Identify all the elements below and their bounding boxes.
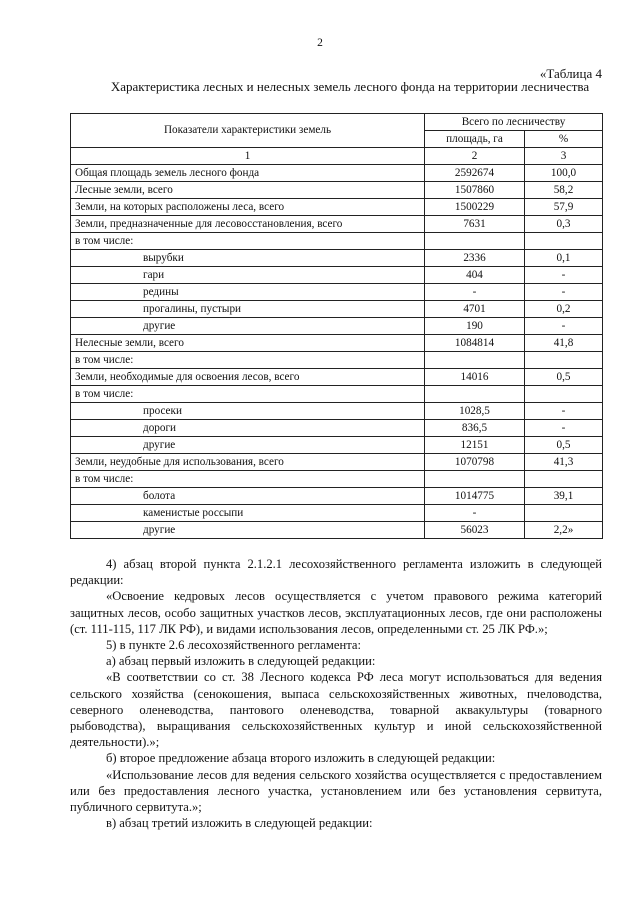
column-number: 2 (425, 148, 525, 165)
row-area (425, 233, 525, 250)
row-label: Земли, на которых расположены леса, всего (71, 199, 425, 216)
row-area: 2336 (425, 250, 525, 267)
row-area: 1014775 (425, 488, 525, 505)
row-label: Общая площадь земель лесного фонда (71, 165, 425, 182)
table-row (71, 182, 603, 199)
row-pct: 0,1 (525, 250, 603, 267)
row-area: 190 (425, 318, 525, 335)
table-row (71, 284, 603, 301)
table-row (71, 454, 603, 471)
row-label: Земли, необходимые для освоения лесов, всего (71, 369, 425, 386)
row-pct: - (525, 267, 603, 284)
row-area (425, 352, 525, 369)
row-pct: 100,0 (525, 165, 603, 182)
header-indicator: Показатели характеристики земель (71, 114, 425, 148)
row-area: 7631 (425, 216, 525, 233)
table-row (71, 420, 603, 437)
row-pct (525, 471, 603, 488)
row-area: 1507860 (425, 182, 525, 199)
table-row (71, 335, 603, 352)
row-pct (525, 233, 603, 250)
column-number: 3 (525, 148, 603, 165)
row-pct: 39,1 (525, 488, 603, 505)
row-area (425, 386, 525, 403)
row-pct: 0,5 (525, 369, 603, 386)
paragraph: «В соответствии со ст. 38 Лесного кодекса РФ леса могут использоваться для ведения сельского хозяйства (сенокошения, выпаса сельскохозяйственных животных, пчеловодства, северного оленеводства, пантового оленеводства, товарной аквакультуры (товарного рыбоводства), выращивания сельскохозяйственных культур и иной сельскохозяйственной деятельности).»; (70, 670, 602, 750)
row-label: Земли, предназначенные для лесовосстановления, всего (71, 216, 425, 233)
row-label: гари (71, 267, 425, 284)
table-caption: Характеристика лесных и нелесных земель лесного фонда на территории лесничества (110, 79, 590, 94)
row-area: 836,5 (425, 420, 525, 437)
row-label: в том числе: (71, 471, 425, 488)
row-area: 14016 (425, 369, 525, 386)
row-pct: 41,8 (525, 335, 603, 352)
page-number: 2 (317, 37, 323, 49)
table-row (71, 522, 603, 539)
row-label: вырубки (71, 250, 425, 267)
row-label: прогалины, пустыри (71, 301, 425, 318)
row-label: в том числе: (71, 386, 425, 403)
paragraph: 4) абзац второй пункта 2.1.2.1 лесохозяйственного регламента изложить в следующей редакции: (70, 557, 602, 588)
row-label: другие (71, 318, 425, 335)
paragraph: «Использование лесов для ведения сельского хозяйства осуществляется с предоставлением или без предоставления лесного участка, установлением или без установления сервитута, публичного сервитута.»; (70, 767, 602, 815)
row-pct (525, 352, 603, 369)
row-pct: 0,3 (525, 216, 603, 233)
land-characteristics-table (70, 113, 603, 539)
table-row (71, 318, 603, 335)
row-pct (525, 505, 603, 522)
row-area: - (425, 284, 525, 301)
table-row (71, 199, 603, 216)
row-label: болота (71, 488, 425, 505)
row-area: 404 (425, 267, 525, 284)
row-label: другие (71, 437, 425, 454)
row-label: просеки (71, 403, 425, 420)
row-pct: - (525, 420, 603, 437)
row-pct: 0,5 (525, 437, 603, 454)
row-area: - (425, 505, 525, 522)
header-area: площадь, га (425, 131, 525, 148)
row-label: Нелесные земли, всего (71, 335, 425, 352)
row-area: 1028,5 (425, 403, 525, 420)
table-row (71, 267, 603, 284)
table-row (71, 233, 603, 250)
row-pct: 0,2 (525, 301, 603, 318)
header-total: Всего по лесничеству (425, 114, 603, 131)
row-label: другие (71, 522, 425, 539)
row-area: 56023 (425, 522, 525, 539)
table-row (71, 386, 603, 403)
row-pct: - (525, 403, 603, 420)
paragraph: «Освоение кедровых лесов осуществляется с учетом правового режима категорий защитных лесов, особо защитных участков лесов, эксплуатационных лесов, где они расположены (ст. 111-115, 117 ЛК РФ), и видами использования лесов, определенными ст. 25 ЛК РФ.»; (70, 589, 602, 636)
row-pct: - (525, 318, 603, 335)
row-pct: 2,2» (525, 522, 603, 539)
table-label: «Таблица 4 (539, 66, 602, 81)
row-label: каменистые россыпи (71, 505, 425, 522)
row-label: редины (71, 284, 425, 301)
header-pct: % (525, 131, 603, 148)
table-row (71, 471, 603, 488)
row-area: 4701 (425, 301, 525, 318)
paragraph: 5) в пункте 2.6 лесохозяйственного регламента: (106, 638, 361, 653)
row-area: 1070798 (425, 454, 525, 471)
table-row (71, 250, 603, 267)
paragraph: в) абзац третий изложить в следующей редакции: (106, 816, 373, 831)
table-row (71, 403, 603, 420)
row-area: 1084814 (425, 335, 525, 352)
row-label: Лесные земли, всего (71, 182, 425, 199)
row-area: 1500229 (425, 199, 525, 216)
table-row (71, 352, 603, 369)
table-row (71, 505, 603, 522)
row-pct: 41,3 (525, 454, 603, 471)
row-area (425, 471, 525, 488)
row-area: 12151 (425, 437, 525, 454)
paragraph: а) абзац первый изложить в следующей редакции: (106, 654, 376, 669)
table-row (71, 488, 603, 505)
body-text (70, 556, 602, 831)
table-row (71, 369, 603, 386)
row-label: дороги (71, 420, 425, 437)
row-pct (525, 386, 603, 403)
row-label: в том числе: (71, 352, 425, 369)
paragraph: б) второе предложение абзаца второго изложить в следующей редакции: (106, 751, 496, 766)
row-area: 2592674 (425, 165, 525, 182)
table-row (71, 301, 603, 318)
table-row (71, 165, 603, 182)
row-label: Земли, неудобные для использования, всего (71, 454, 425, 471)
table-row (71, 216, 603, 233)
row-pct: 58,2 (525, 182, 603, 199)
row-pct: - (525, 284, 603, 301)
table-row (71, 437, 603, 454)
row-label: в том числе: (71, 233, 425, 250)
row-pct: 57,9 (525, 199, 603, 216)
column-number: 1 (71, 148, 425, 165)
